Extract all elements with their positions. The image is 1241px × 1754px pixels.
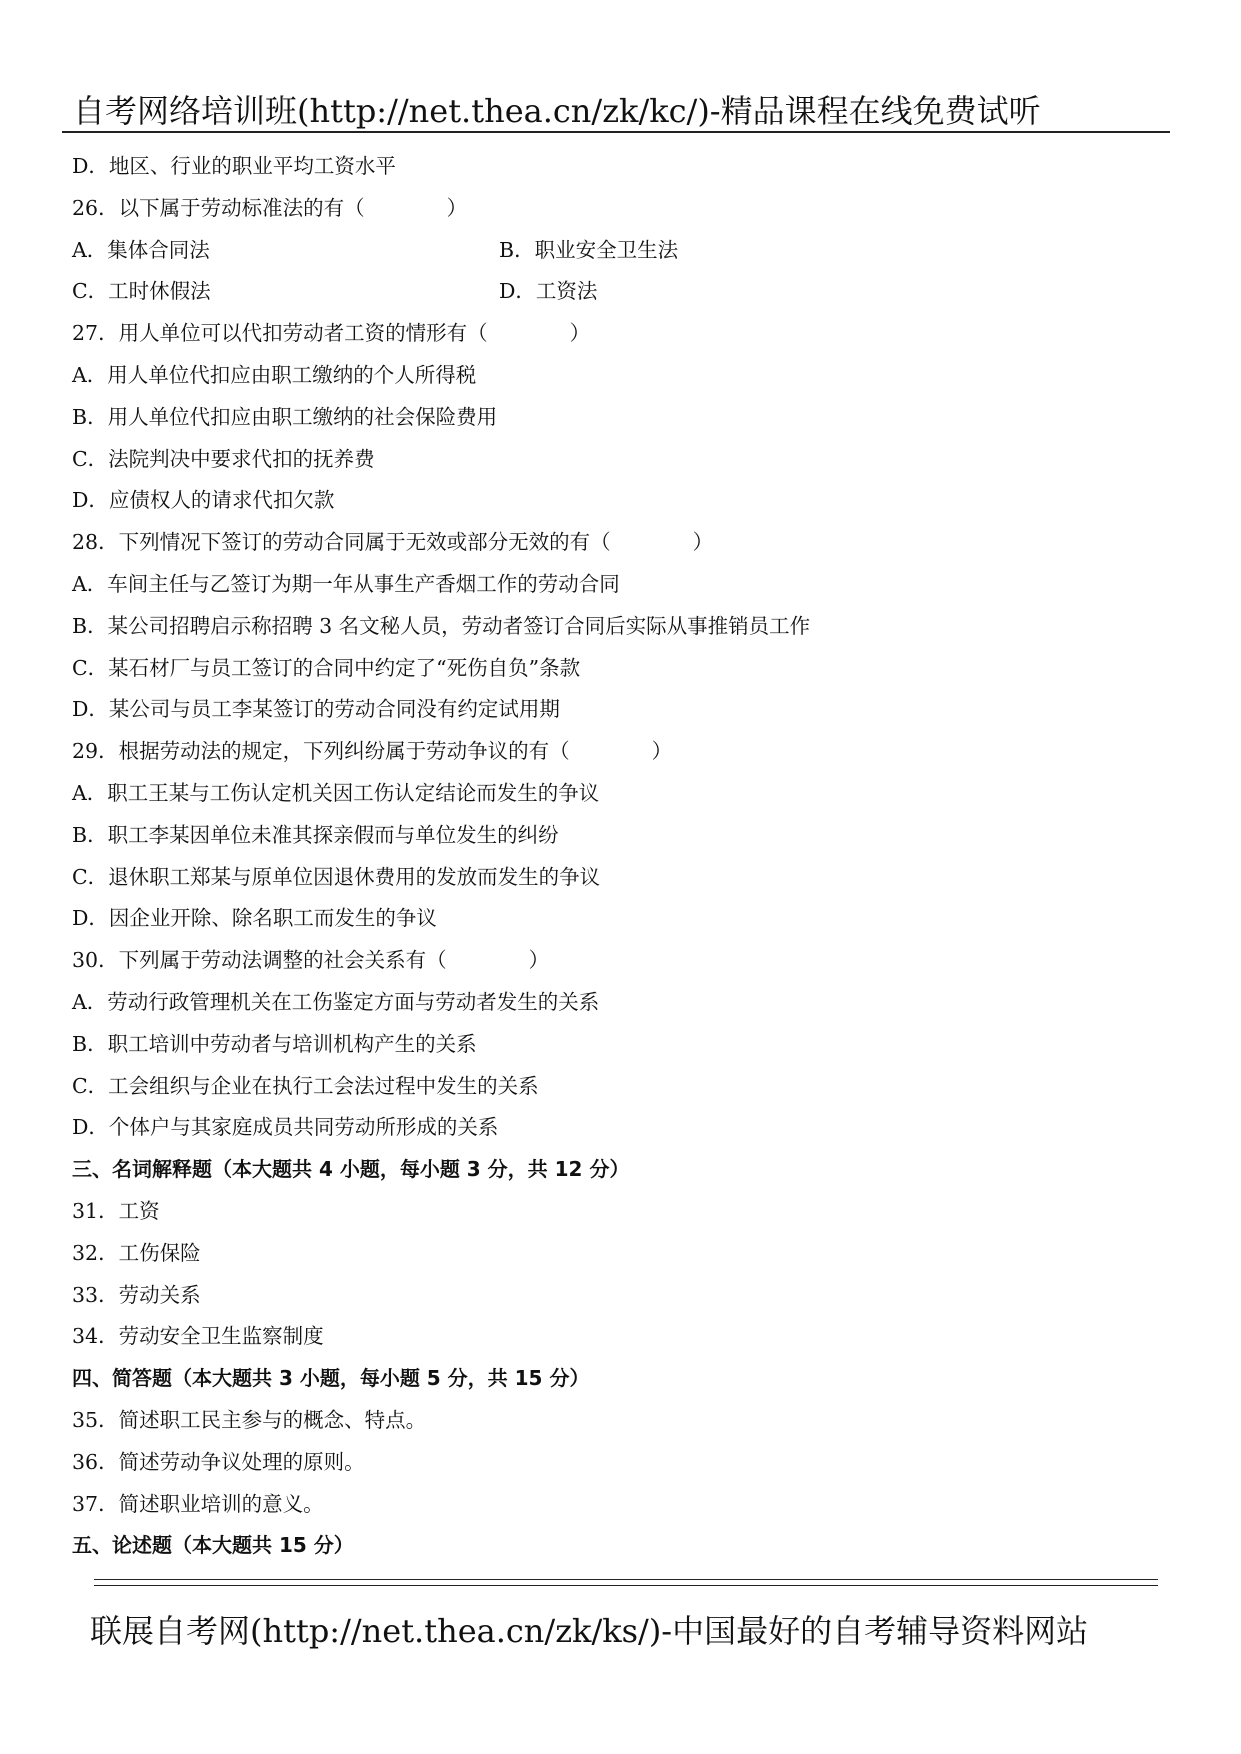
exam-line bbox=[72, 1400, 1172, 1442]
exam-line bbox=[72, 898, 1172, 940]
line-text: C．工时休假法 bbox=[72, 279, 211, 304]
exam-line bbox=[72, 1233, 1172, 1275]
exam-line bbox=[72, 1316, 1172, 1358]
exam-line bbox=[72, 480, 1172, 522]
exam-line bbox=[72, 188, 1172, 230]
section-heading bbox=[72, 1358, 1172, 1400]
line-text: 三、名词解释题（本大题共 4 小题，每小题 3 分，共 12 分） bbox=[72, 1157, 630, 1182]
line-text: A．劳动行政管理机关在工伤鉴定方面与劳动者发生的关系 bbox=[72, 989, 600, 1014]
exam-line bbox=[72, 940, 1172, 982]
exam-line bbox=[72, 1066, 1172, 1108]
exam-line bbox=[72, 773, 1172, 815]
exam-line bbox=[72, 689, 1172, 731]
exam-line bbox=[72, 648, 1172, 690]
exam-line bbox=[72, 982, 1172, 1024]
footer-divider-bottom bbox=[94, 1585, 1158, 1586]
line-text: A．集体合同法 bbox=[72, 237, 210, 262]
line-text: C．退休职工郑某与原单位因退休费用的发放而发生的争议 bbox=[72, 864, 601, 889]
line-text: 28．下列情况下签订的劳动合同属于无效或部分无效的有（ ） bbox=[72, 530, 714, 555]
line-text: D．地区、行业的职业平均工资水平 bbox=[72, 154, 396, 178]
line-text: 五、论述题（本大题共 15 分） bbox=[72, 1533, 354, 1558]
line-text: 31．工资 bbox=[72, 1198, 160, 1223]
exam-content bbox=[72, 146, 1172, 1567]
exam-line bbox=[72, 397, 1172, 439]
line-text: A．用人单位代扣应由职工缴纳的个人所得税 bbox=[72, 362, 477, 387]
exam-line bbox=[72, 564, 1172, 606]
line-text: 34．劳动安全卫生监察制度 bbox=[72, 1324, 324, 1349]
line-text: A．职工王某与工伤认定机关因工伤认定结论而发生的争议 bbox=[72, 780, 600, 805]
exam-line bbox=[72, 815, 1172, 857]
line-text: 33．劳动关系 bbox=[72, 1282, 201, 1307]
line-text: 37．简述职业培训的意义。 bbox=[72, 1491, 324, 1516]
header-divider bbox=[62, 131, 1170, 133]
line-text: 36．简述劳动争议处理的原则。 bbox=[72, 1449, 365, 1474]
line-text-col2: B．职业安全卫生法 bbox=[499, 237, 679, 262]
exam-line bbox=[72, 1191, 1172, 1233]
section-heading bbox=[72, 1525, 1172, 1567]
line-text: 四、简答题（本大题共 3 小题，每小题 5 分，共 15 分） bbox=[72, 1366, 590, 1391]
line-text: C．法院判决中要求代扣的抚养费 bbox=[72, 446, 375, 471]
section-heading bbox=[72, 1149, 1172, 1191]
page-header: 自考网络培训班(http://net.thea.cn/zk/kc/)-精品课程在线免费试听 bbox=[73, 92, 1041, 130]
line-text: C．某石材厂与员工签订的合同中约定了“死伤自负”条款 bbox=[72, 655, 581, 680]
line-text: 26．以下属于劳动标准法的有（ ） bbox=[72, 195, 468, 220]
line-text: D．个体户与其家庭成员共同劳动所形成的关系 bbox=[72, 1115, 499, 1140]
exam-line bbox=[72, 1275, 1172, 1317]
line-text: C．工会组织与企业在执行工会法过程中发生的关系 bbox=[72, 1073, 539, 1098]
line-text-col2: D．工资法 bbox=[499, 279, 598, 304]
line-text: 29．根据劳动法的规定，下列纠纷属于劳动争议的有（ ） bbox=[72, 739, 673, 764]
exam-line bbox=[72, 355, 1172, 397]
exam-line bbox=[72, 1107, 1172, 1149]
exam-line bbox=[72, 230, 1172, 272]
line-text: 35．简述职工民主参与的概念、特点。 bbox=[72, 1407, 427, 1432]
line-text: 32．工伤保险 bbox=[72, 1240, 201, 1265]
line-text: B．职工培训中劳动者与培训机构产生的关系 bbox=[72, 1031, 477, 1056]
line-text: D．应债权人的请求代扣欠款 bbox=[72, 488, 335, 513]
line-text: B．某公司招聘启示称招聘 3 名文秘人员，劳动者签订合同后实际从事推销员工作 bbox=[72, 613, 811, 638]
line-text: D．因企业开除、除名职工而发生的争议 bbox=[72, 906, 437, 931]
exam-line bbox=[72, 1024, 1172, 1066]
exam-line bbox=[72, 522, 1172, 564]
line-text: 30．下列属于劳动法调整的社会关系有（ ） bbox=[72, 948, 550, 973]
exam-line bbox=[72, 313, 1172, 355]
exam-line bbox=[72, 731, 1172, 773]
exam-line bbox=[72, 1484, 1172, 1526]
page-footer: 联展自考网(http://net.thea.cn/zk/ks/)-中国最好的自考辅导资料网站 bbox=[90, 1612, 1089, 1650]
exam-line bbox=[72, 439, 1172, 481]
line-text: B．职工李某因单位未准其探亲假而与单位发生的纠纷 bbox=[72, 822, 559, 847]
exam-line bbox=[72, 271, 1172, 313]
footer-divider-top bbox=[94, 1579, 1158, 1580]
line-text: B．用人单位代扣应由职工缴纳的社会保险费用 bbox=[72, 404, 498, 429]
line-text: D．某公司与员工李某签订的劳动合同没有约定试用期 bbox=[72, 697, 560, 722]
exam-line bbox=[72, 1442, 1172, 1484]
exam-line bbox=[72, 857, 1172, 899]
exam-line bbox=[72, 606, 1172, 648]
line-text: 27．用人单位可以代扣劳动者工资的情形有（ ） bbox=[72, 321, 591, 346]
exam-line bbox=[72, 146, 1172, 188]
line-text: A．车间主任与乙签订为期一年从事生产香烟工作的劳动合同 bbox=[72, 571, 620, 596]
